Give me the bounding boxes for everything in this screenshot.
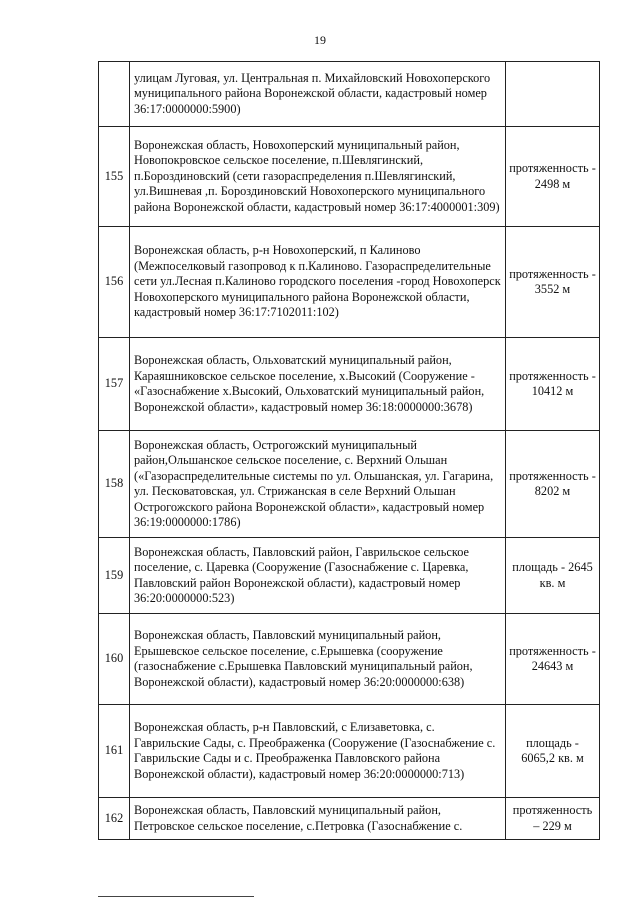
row-number: 157: [99, 338, 130, 431]
object-description: [130, 227, 506, 338]
table-row: [99, 798, 600, 840]
object-size: [506, 798, 600, 840]
row-number: 155: [99, 127, 130, 227]
object-description-text: Воронежская область, р-н Новохоперский, п Калиново (Межпоселковый газопровод к п.Калиново. Газораспределительные сети ул.Лесная п.Калиново городского поселения -город Новохоперск Новохоперского муниципального района Воронежской области, кадастровый номер 36:17:7102011:102): [134, 243, 501, 320]
footer-rule: [98, 896, 254, 897]
object-description: [130, 338, 506, 431]
table-row: [99, 127, 600, 227]
table-row: [99, 227, 600, 338]
row-number: 162: [99, 798, 130, 840]
object-size-text: протяженность – 229 м: [512, 803, 593, 833]
object-size-text: протяженность - 24643 м: [509, 643, 596, 673]
object-size-text: протяженность - 8202 м: [509, 468, 596, 498]
object-size-text: протяженность - 2498 м: [509, 161, 596, 191]
row-number: 156: [99, 227, 130, 338]
object-size: [506, 431, 600, 538]
object-description-text: Воронежская область, Новохоперский муниципальный район, Новопокровское сельское поселение, п.Шевлягинский, п.Бороздиновский (сети газораспределения п.Шевлягинский, ул.Вишневая ,п. Бороздиновский Новохоперского муниципального района Воронежской области, кадастровый номер 36:17:4000001:309): [134, 137, 500, 214]
property-registry-table: [98, 61, 600, 840]
object-description-text: Воронежская область, р-н Павловский, с Елизаветовка, с. Гаврильские Сады, с. Преображенка (Сооружение (Газоснабжение с. Гаврильские Сады и с. Преображенка Павловского района Воронежской области), кадастровый номер 36:20:0000000:713): [134, 720, 496, 781]
table-row: [99, 431, 600, 538]
object-size: [506, 62, 600, 127]
object-description-text: Воронежская область, Павловский муниципальный район, Петровское сельское поселение, с.Петровка (Газоснабжение с.: [134, 803, 463, 833]
object-size: [506, 127, 600, 227]
object-description: [130, 798, 506, 840]
object-description: [130, 431, 506, 538]
row-number: 158: [99, 431, 130, 538]
row-number: 160: [99, 614, 130, 705]
object-size-text: площадь - 2645 кв. м: [512, 560, 593, 590]
object-size: [506, 614, 600, 705]
row-number: [99, 62, 130, 127]
table-row: [99, 338, 600, 431]
table-row: [99, 614, 600, 705]
object-size-text: протяженность - 10412 м: [509, 368, 596, 398]
row-number: 161: [99, 705, 130, 798]
object-size: [506, 227, 600, 338]
object-size-text: площадь - 6065,2 кв. м: [521, 735, 584, 765]
page-number: 19: [314, 33, 326, 47]
table-row: [99, 62, 600, 127]
object-size: [506, 538, 600, 614]
object-description: [130, 538, 506, 614]
object-description: [130, 62, 506, 127]
object-description-text: Воронежская область, Павловский район, Гаврильское сельское поселение, с. Царевка (Сооружение (Газоснабжение с. Царевка, Павловский район Воронежской области), кадастровый номер 36:20:0000000:523): [134, 544, 469, 605]
object-description-text: Воронежская область, Ольховатский муниципальный район, Караяшниковское сельское поселение, х.Высокий (Сооружение - «Газоснабжение х.Высокий, Ольховатский муниципальный район, Воронежской области», кадастровый номер 36:18:0000000:3678): [134, 353, 485, 414]
object-description: [130, 614, 506, 705]
object-description-text: Воронежская область, Павловский муниципальный район, Ерышевское сельское поселение, с.Ерышевка (сооружение (газоснабжение с.Ерышевка Павловский муниципальный район, Воронежской области), кадастровый номер 36:20:0000000:638): [134, 628, 473, 689]
table-row: [99, 705, 600, 798]
object-description: [130, 705, 506, 798]
table-row: [99, 538, 600, 614]
object-size: [506, 705, 600, 798]
object-description-text: улицам Луговая, ул. Центральная п. Михайловский Новохоперского муниципального района Воронежской области, кадастровый номер 36:17:0000000:5900): [134, 70, 491, 116]
object-description: [130, 127, 506, 227]
row-number: 159: [99, 538, 130, 614]
object-size-text: протяженность - 3552 м: [509, 266, 596, 296]
object-description-text: Воронежская область, Острогожский муниципальный район,Ольшанское сельское поселение, с. Верхний Ольшан («Газораспределительные системы по ул. Ольшанская, ул. Гагарина, ул. Песковатовская, ул. Стрижанская в селе Верхний Ольшан Острогожского района Воронежской области», кадастровый номер 36:19:0000000:1786): [134, 437, 494, 529]
object-size: [506, 338, 600, 431]
